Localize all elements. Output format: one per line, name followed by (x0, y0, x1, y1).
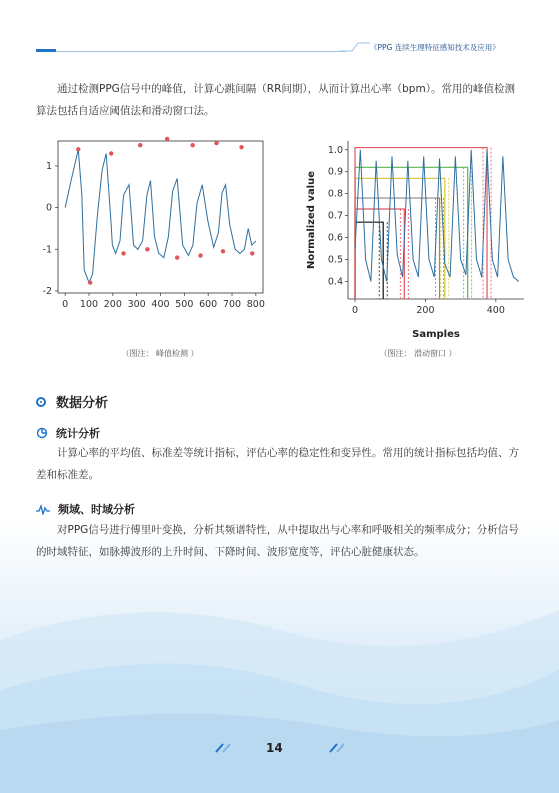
y-tick-label: 0.8 (327, 188, 343, 200)
y-tick-label: -1 (42, 244, 52, 256)
x-tick-label: 200 (103, 299, 122, 310)
subsection-heading-frequency (36, 501, 135, 517)
section-heading (36, 392, 108, 411)
x-tick-label: 0 (62, 299, 69, 310)
x-tick-label: 700 (222, 299, 242, 310)
x-tick-label: 800 (246, 299, 265, 310)
peak-marker (190, 143, 194, 147)
peak-marker (175, 255, 179, 259)
y-tick-label: 0.5 (327, 254, 343, 266)
peak-marker (109, 151, 113, 155)
peak-marker (121, 251, 125, 255)
x-tick-label: 100 (79, 299, 99, 310)
sliding-window-chart (298, 135, 530, 345)
x-axis-label: Samples (412, 329, 460, 340)
peak-marker (239, 145, 243, 149)
peak-marker (250, 251, 254, 255)
subsection-heading-statistics (36, 425, 100, 441)
intro-paragraph: 通过检测PPG信号中的峰值，计算心跳间隔（RR间期），从而计算出心率（bpm）。常用的峰值检测算法包括自适应阈值法和滑动窗口法。 (36, 83, 515, 117)
peak-marker (76, 147, 80, 151)
y-tick-label: 0 (45, 202, 52, 214)
x-tick-label: 500 (175, 299, 194, 310)
peak-marker (88, 280, 92, 284)
x-tick-label: 0 (352, 305, 359, 316)
page-number: 14 (266, 741, 283, 755)
peak-marker (165, 137, 169, 141)
subsection-title: 统计分析 (56, 427, 100, 440)
x-tick-label: 300 (127, 299, 146, 310)
header-accent-bar (36, 49, 56, 52)
slash-decoration-right (328, 743, 346, 753)
y-tick-label: -2 (42, 285, 52, 297)
y-tick-label: 1 (45, 160, 52, 172)
pie-chart-icon (36, 427, 48, 439)
subsection-text-statistics: 计算心率的平均值、标准差等统计指标，评估心率的稳定性和变异性。常用的统计指标包括均值、方差和标准差。 (36, 447, 519, 481)
caption-sliding-window: （图注： 滑动窗口 ） (379, 349, 457, 358)
subsection-text-frequency: 对PPG信号进行傅里叶变换，分析其频谱特性，从中提取出与心率和呼吸相关的频率成分；分析信号的时域特征，如脉搏波形的上升时间、下降时间、波形宽度等，评估心脏健康状态。 (36, 524, 519, 558)
caption-peak-detection: （图注： 峰值检测 ） (121, 349, 199, 358)
y-tick-label: 0.4 (327, 276, 343, 288)
slash-decoration-left (214, 743, 232, 753)
y-tick-label: 0.7 (327, 210, 343, 222)
subsection-title: 频域、时域分析 (58, 503, 135, 516)
plot-frame (58, 141, 263, 293)
normalized-signal-line (355, 150, 519, 282)
waveform-icon (36, 503, 50, 515)
section-title: 数据分析 (56, 396, 109, 411)
radio-dot-icon (36, 397, 46, 407)
y-axis-label: Normalized value (306, 170, 317, 270)
x-tick-label: 200 (416, 305, 435, 316)
peak-marker (214, 141, 218, 145)
y-tick-label: 0.9 (327, 166, 343, 178)
x-tick-label: 400 (486, 305, 505, 316)
y-tick-label: 1.0 (327, 144, 343, 156)
y-tick-label: 0.6 (327, 232, 343, 244)
x-tick-label: 600 (199, 299, 218, 310)
peak-detection-chart (36, 135, 268, 321)
peak-marker (145, 247, 149, 251)
header-line-bend (340, 40, 370, 54)
peak-marker (138, 143, 142, 147)
window-box (355, 178, 445, 299)
peak-marker (221, 249, 225, 253)
x-tick-label: 400 (151, 299, 170, 310)
peak-marker (198, 253, 202, 257)
header-divider (56, 51, 346, 52)
header-title: 《PPG 连续生理特征感知技术及应用》 (370, 43, 500, 52)
